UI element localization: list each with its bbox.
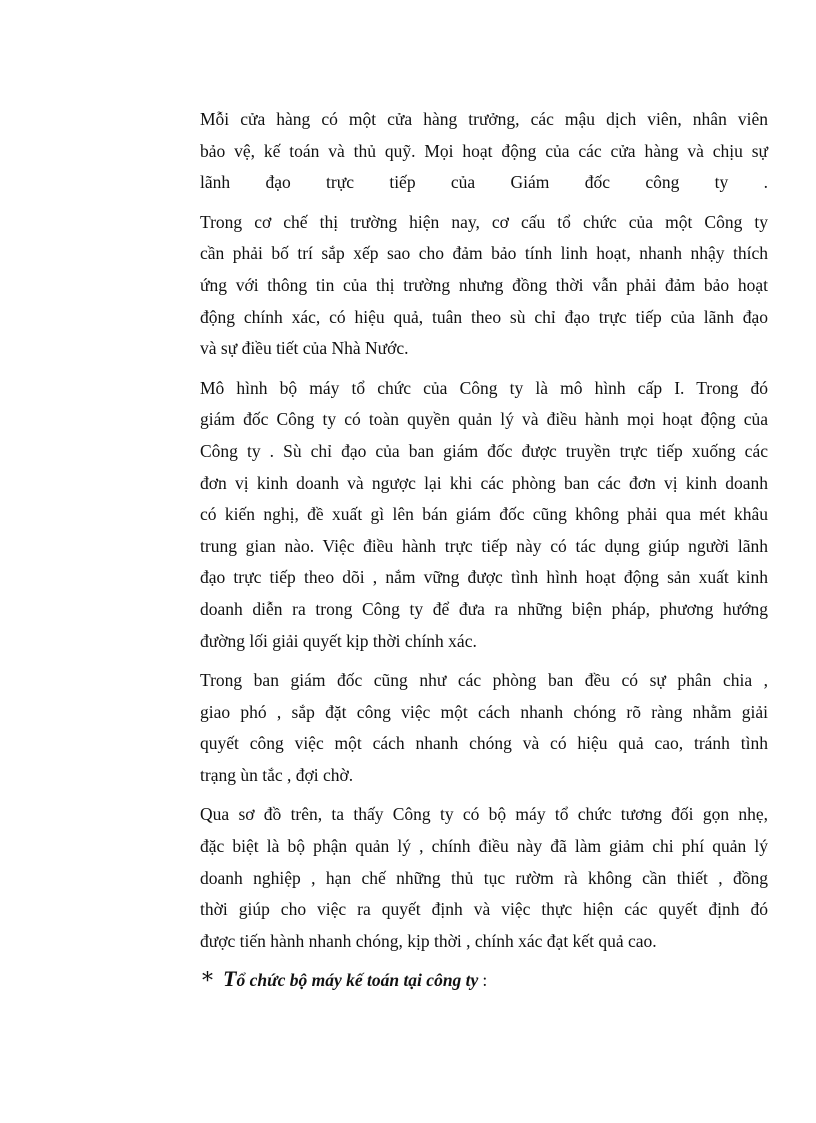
- text-line: được tiến hành nhanh chóng, kịp thời , chính xác đạt kết quả cao.: [200, 930, 657, 951]
- text-line: đơn vị kinh doanh và ngược lại khi các phòng ban các đơn vị kinh doanh: [200, 472, 768, 493]
- text-line: đạo trực tiếp theo dõi , nắm vững được tình hình hoạt động sản xuất kinh: [200, 567, 768, 588]
- text-line: Trong cơ chế thị trường hiện nay, cơ cấu tổ chức của một Công ty: [200, 211, 768, 232]
- text-line: đường lối giải quyết kịp thời chính xác.: [200, 630, 477, 651]
- text-line: doanh nghiệp , hạn chế những thủ tục rườm rà không cần thiết , đồng: [200, 867, 768, 888]
- text-line: Qua sơ đồ trên, ta thấy Công ty có bộ máy tổ chức tương đối gọn nhẹ,: [200, 804, 768, 825]
- heading-title-rest: ổ chức bộ máy kế toán tại công ty: [236, 970, 479, 991]
- text-line: trạng ùn tắc , đợi chờ.: [200, 764, 354, 785]
- text-line: đặc biệt là bộ phận quản lý , chính điều này đã làm giảm chi phí quản lý: [200, 836, 768, 857]
- section-heading-title: [223, 966, 479, 992]
- heading-colon: :: [482, 970, 488, 991]
- asterisk-bullet: *: [202, 969, 213, 995]
- text-line: cần phải bố trí sắp xếp sao cho đảm bảo tính linh hoạt, nhanh nhậy thích: [200, 243, 768, 264]
- text-line: giao phó , sắp đặt công việc một cách nhanh chóng rõ ràng nhằm giải: [200, 701, 768, 722]
- paragraph-conclusion: [172, 799, 768, 957]
- text-line: Mô hình bộ máy tổ chức của Công ty là mô hình cấp I. Trong đó: [200, 377, 768, 398]
- text-line: lãnh đạo trực tiếp của Giám đốc công ty .: [200, 172, 768, 193]
- text-line: Mỗi cửa hàng có một cửa hàng trưởng, các mậu dịch viên, nhân viên: [200, 109, 768, 129]
- text-line: doanh diễn ra trong Công ty để đưa ra những biện pháp, phương hướng: [200, 598, 768, 619]
- text-line: có kiến nghị, đề xuất gì lên bán giám đốc cũng không phải qua mét khâu: [200, 504, 768, 525]
- text-line: bảo vệ, kế toán và thủ quỹ. Mọi hoạt động của các cửa hàng và chịu sự: [200, 140, 768, 161]
- paragraph-market-mechanism: [172, 207, 768, 365]
- text-line: giám đốc Công ty có toàn quyền quản lý và điều hành mọi hoạt động của: [200, 409, 768, 430]
- text-line: trung gian nào. Việc điều hành trực tiếp này có tác dụng giúp người lãnh: [200, 535, 768, 556]
- text-line: thời giúp cho việc ra quyết định và việc thực hiện các quyết định đó: [200, 899, 768, 920]
- heading-initial-letter: T: [223, 966, 237, 992]
- paragraph-store-staff: [172, 104, 768, 199]
- text-line: Công ty . Sù chỉ đạo của ban giám đốc được truyền trực tiếp xuống các: [200, 440, 768, 461]
- text-line: quyết công việc một cách nhanh chóng và có hiệu quả cao, tránh tình: [200, 733, 768, 754]
- text-line: ứng với thông tin của thị trường nhưng đồng thời vẫn phải đảm bảo hoạt: [200, 274, 768, 295]
- text-line: và sự điều tiết của Nhà Nước.: [200, 338, 409, 359]
- paragraph-organization-model: [172, 373, 768, 657]
- paragraph-board-division: [172, 665, 768, 791]
- text-line: Trong ban giám đốc cũng như các phòng ban đều có sự phân chia ,: [200, 670, 768, 691]
- section-heading: [202, 963, 768, 998]
- document-body: [172, 104, 768, 998]
- text-line: động chính xác, có hiệu quả, tuân theo sù chỉ đạo trực tiếp của lãnh đạo: [200, 306, 768, 327]
